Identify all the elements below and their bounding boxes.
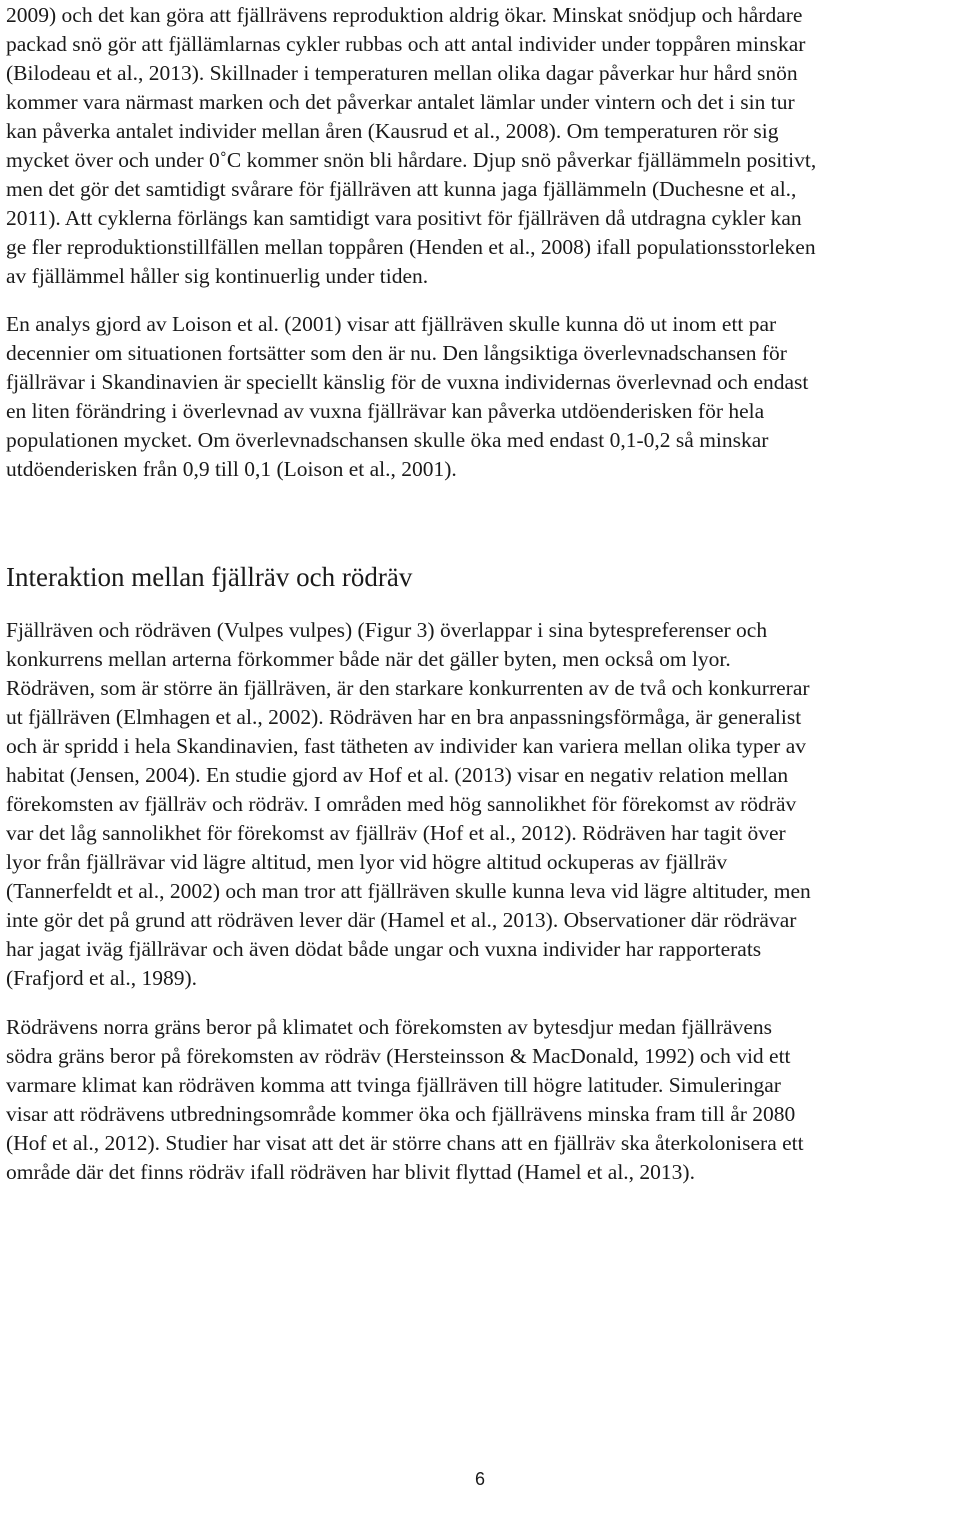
text-line: en liten förändring i överlevnad av vuxna fjällrävar kan påverka utdöenderisken för hela [6,399,765,423]
page-number: 6 [475,1469,486,1489]
text-line: populationen mycket. Om överlevnadschansen skulle öka med endast 0,1-0,2 så minskar [6,428,769,452]
text-line: ge fler reproduktionstillfällen mellan toppåren (Henden et al., 2008) ifall populationsstorleken [6,235,816,259]
text-line: habitat (Jensen, 2004). En studie gjord av Hof et al. (2013) visar en negativ relation mellan [6,763,789,787]
text-line: och är spridd i hela Skandinavien, fast tätheten av individer kan variera mellan olika typer av [6,734,806,758]
text-line: visar att rödrävens utbredningsområde kommer öka och fjällrävens minska fram till år 2080 [6,1102,796,1126]
text-line: konkurrens mellan arterna förkommer både när det gäller byten, men också om lyor. [6,647,731,671]
text-line: förekomsten av fjällräv och rödräv. I områden med hög sannolikhet för förekomst av rödräv [6,792,797,816]
text-line: decennier om situationen fortsätter som den är nu. Den långsiktiga överlevnadschansen för [6,341,787,365]
text-line: mycket över och under 0˚C kommer snön bli hårdare. Djup snö påverkar fjällämmeln positivt, [6,148,817,172]
text-line: (Hof et al., 2012). Studier har visat att det är större chans att en fjällräv ska återkolonisera ett [6,1131,804,1155]
text-line: 2009) och det kan göra att fjällrävens reproduktion aldrig ökar. Minskat snödjup och hårdare [6,3,803,27]
text-line: (Tannerfeldt et al., 2002) och man tror att fjällräven skulle kunna leva vid lägre altituder, men [6,879,811,903]
text-line: kan påverka antalet individer mellan åren (Kausrud et al., 2008). Om temperaturen rör sig [6,119,779,143]
text-line: lyor från fjällrävar vid lägre altitud, men lyor vid högre altitud ockuperas av fjällräv [6,850,728,874]
text-line: men det gör det samtidigt svårare för fjällräven att kunna jaga fjällämmeln (Duchesne et al., [6,177,797,201]
text-line: av fjällämmel håller sig kontinuerlig under tiden. [6,264,429,288]
text-line: En analys gjord av Loison et al. (2001) visar att fjällräven skulle kunna dö ut inom ett par [6,312,777,336]
text-line: packad snö gör att fjällämlarnas cykler rubbas och att antal individer under toppåren minskar [6,32,806,56]
text-line: 2011). Att cyklerna förlängs kan samtidigt vara positivt för fjällräven då utdragna cykler kan [6,206,802,230]
text-line: utdöenderisken från 0,9 till 0,1 (Loison et al., 2001). [6,457,457,481]
text-line: varmare klimat kan rödräven komma att tvinga fjällräven till högre latituder. Simuleringar [6,1073,781,1097]
text-line: södra gräns beror på förekomsten av rödräv (Hersteinsson & MacDonald, 1992) och vid ett [6,1044,791,1068]
text-line: kommer vara närmast marken och det påverkar antalet lämlar under vintern och det i sin tur [6,90,795,114]
text-line: fjällrävar i Skandinavien är speciellt känslig för de vuxna individernas överlevnad och endast [6,370,809,394]
text-line: har jagat iväg fjällrävar och även dödat både ungar och vuxna individer har rapporterats [6,937,762,961]
text-line: var det låg sannolikhet för förekomst av fjällräv (Hof et al., 2012). Rödräven har tagit över [6,821,786,845]
text-line: Rödrävens norra gräns beror på klimatet och förekomsten av bytesdjur medan fjällrävens [6,1015,772,1039]
text-line: inte gör det på grund att rödräven lever där (Hamel et al., 2013). Observationer där rödrävar [6,908,797,932]
text-line: område där det finns rödräv ifall rödräven har blivit flyttad (Hamel et al., 2013). [6,1160,695,1184]
section-heading: Interaktion mellan fjällräv och rödräv [6,562,413,592]
text-line: Rödräven, som är större än fjällräven, är den starkare konkurrenten av de två och konkurrerar [6,676,810,700]
text-line: (Bilodeau et al., 2013). Skillnader i temperaturen mellan olika dagar påverkar hur hård snön [6,61,798,85]
text-line: Fjällräven och rödräven (Vulpes vulpes) (Figur 3) överlappar i sina bytespreferenser och [6,618,768,642]
text-line: ut fjällräven (Elmhagen et al., 2002). Rödräven har en bra anpassningsförmåga, är generalist [6,705,802,729]
text-line: (Frafjord et al., 1989). [6,966,198,990]
